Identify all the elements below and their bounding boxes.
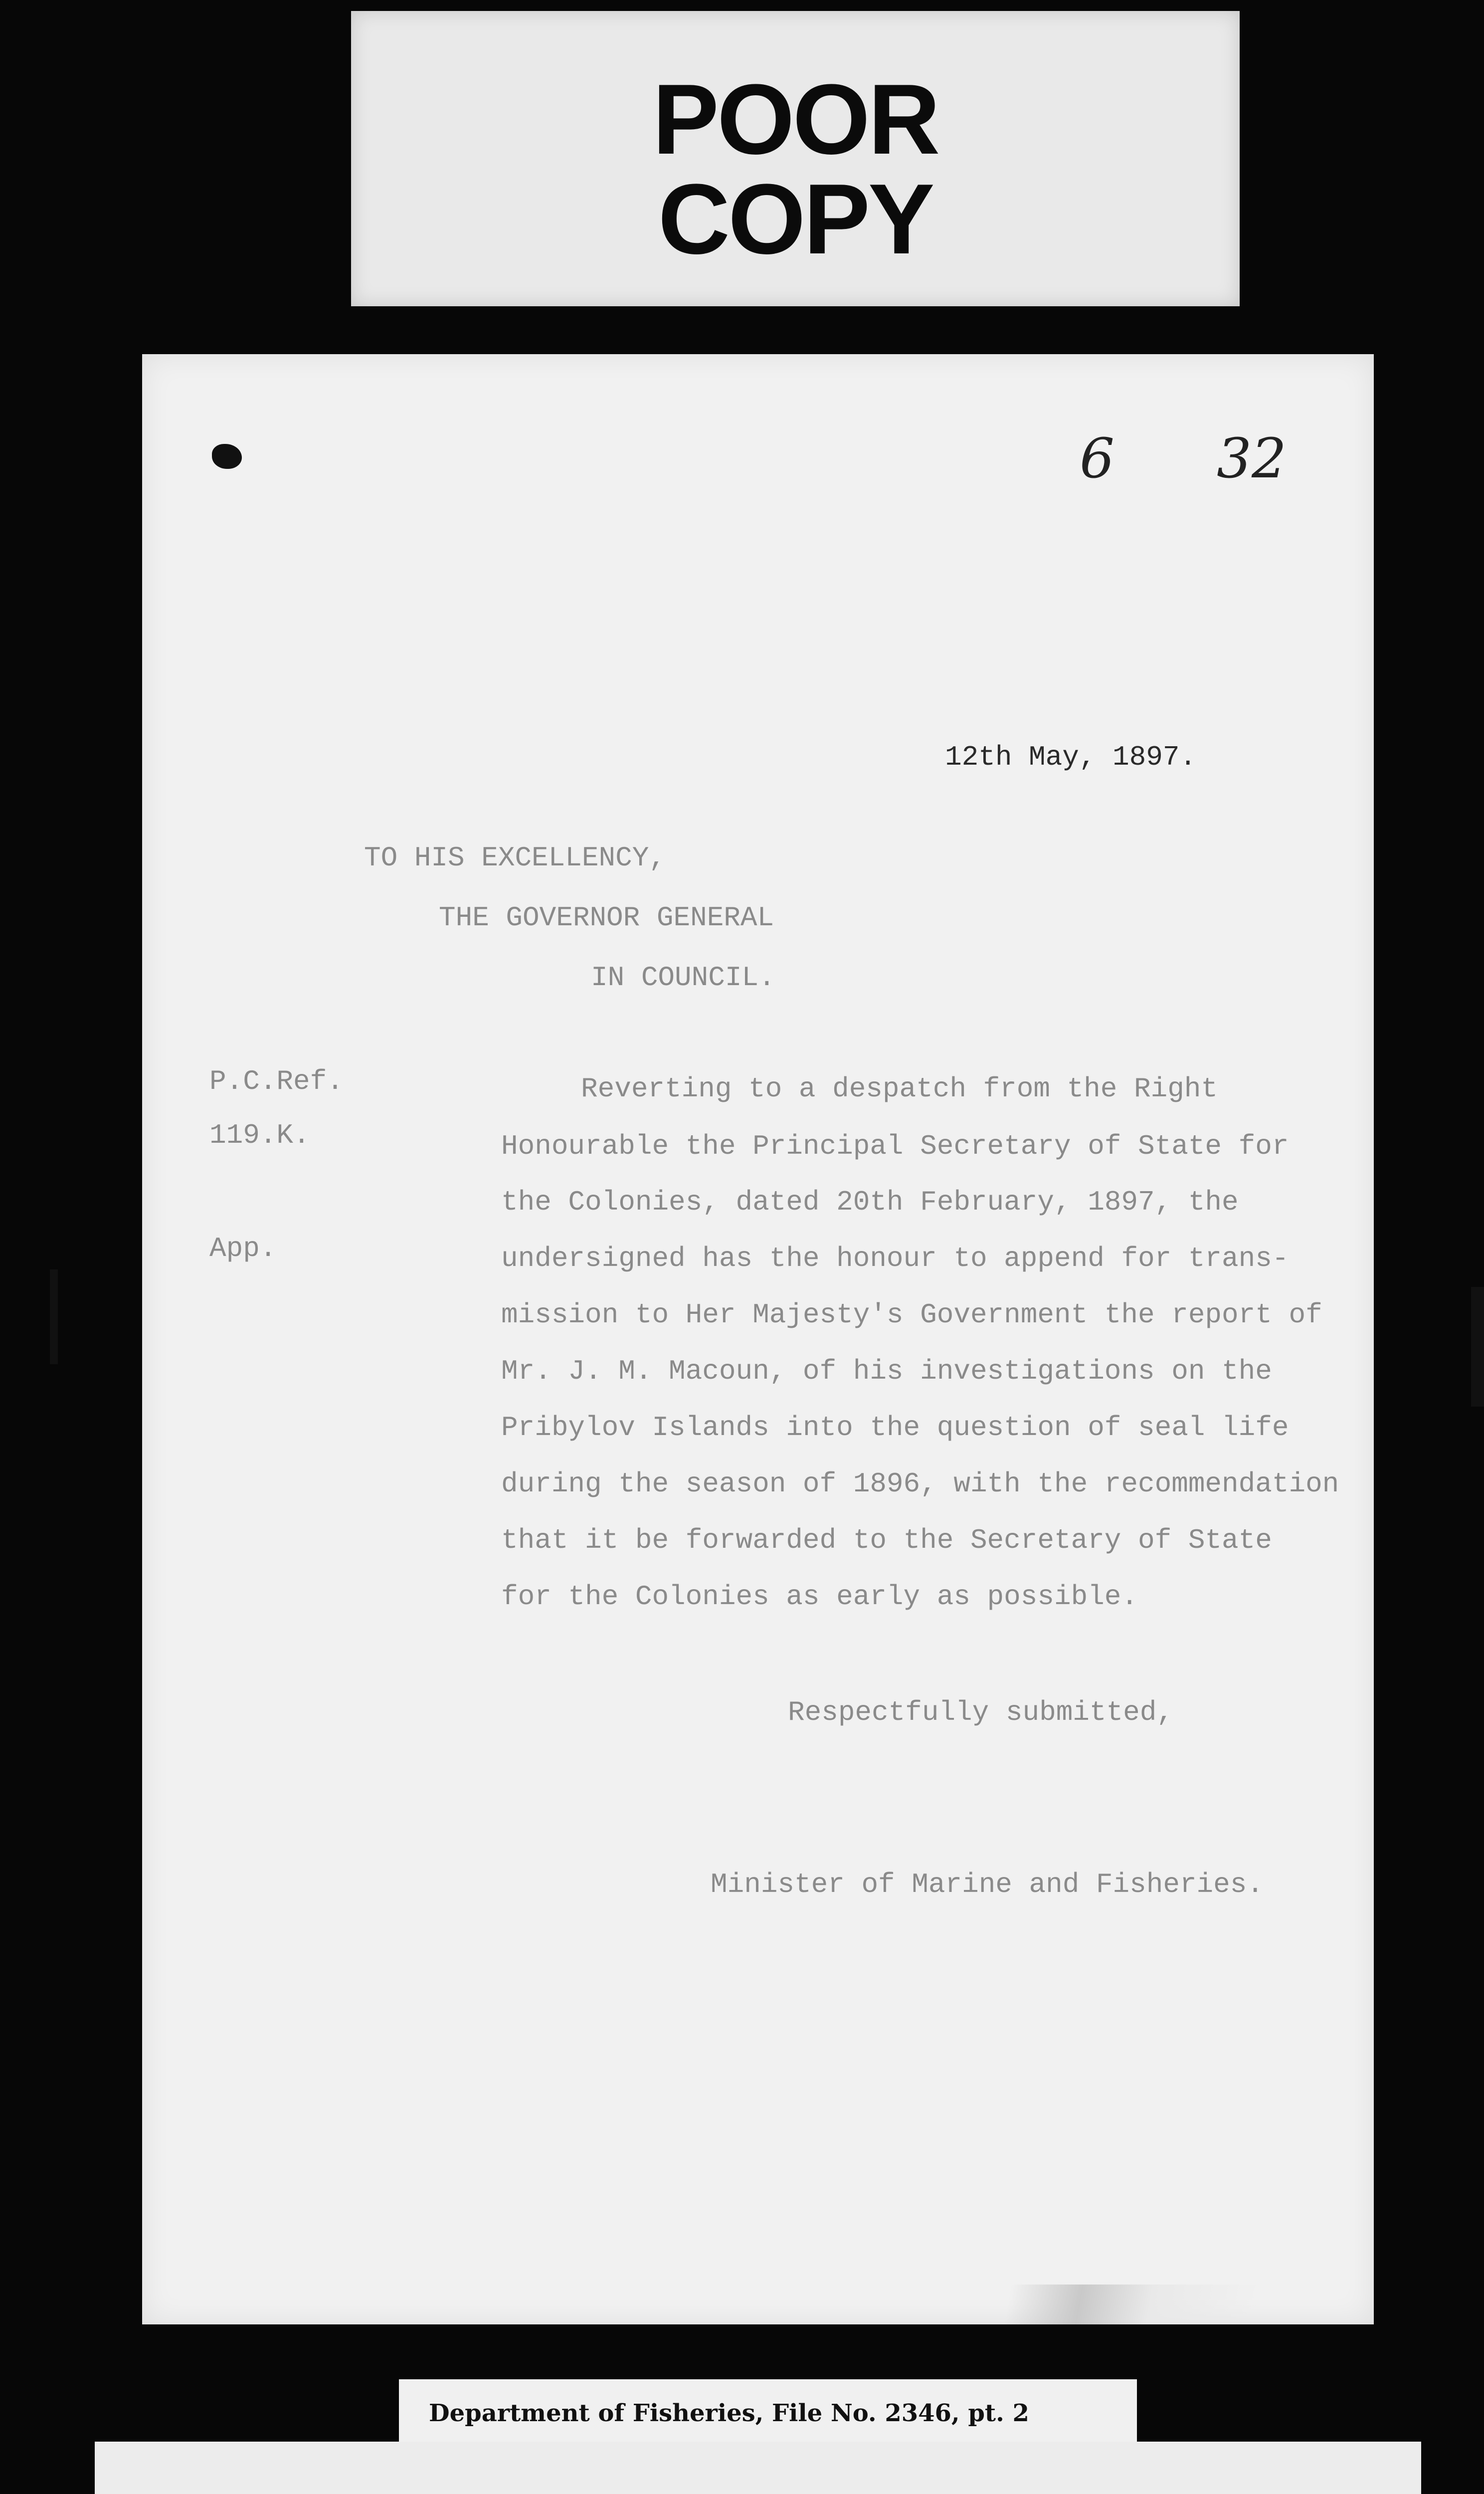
poor-copy-line-1: POOR — [652, 64, 938, 175]
folio-mark-2: 32 — [1217, 426, 1287, 490]
file-label-strip — [399, 2379, 1137, 2444]
body-line: during the season of 1896, with the recommendation — [501, 1468, 1339, 1500]
letter-date: 12th May, 1897. — [945, 741, 1197, 773]
closing-line: Respectfully submitted, — [788, 1696, 1173, 1728]
torn-edge — [940, 2285, 1289, 2324]
address-line-1: TO HIS EXCELLENCY, — [364, 842, 666, 874]
body-line: undersigned has the honour to append for trans- — [501, 1243, 1289, 1274]
body-line: that it be forwarded to the Secretary of State — [501, 1524, 1272, 1556]
poor-copy-line-2: COPY — [658, 164, 933, 275]
signer-line: Minister of Marine and Fisheries. — [711, 1869, 1264, 1900]
address-line-2: THE GOVERNOR GENERAL — [439, 902, 774, 934]
body-line: Mr. J. M. Macoun, of his investigations on the — [501, 1355, 1272, 1387]
body-line: for the Colonies as early as possible. — [501, 1581, 1138, 1613]
poor-copy-card — [351, 11, 1240, 306]
body-line: the Colonies, dated 20th February, 1897, the — [501, 1186, 1239, 1218]
body-line: mission to Her Majesty's Government the report of — [501, 1299, 1322, 1331]
body-line: Honourable the Principal Secretary of State for — [501, 1130, 1289, 1162]
body-line: Reverting to a despatch from the Right — [581, 1073, 1218, 1105]
margin-note-ref: P.C.Ref. — [209, 1065, 344, 1097]
public-archives-card — [95, 2442, 1421, 2494]
margin-note-app: App. — [209, 1233, 277, 1264]
film-edge-mark — [1471, 1287, 1484, 1407]
margin-note-number: 119.K. — [209, 1119, 310, 1151]
body-line: Pribylov Islands into the question of seal life — [501, 1412, 1289, 1444]
folio-mark-1: 6 — [1080, 426, 1114, 490]
ink-blot — [212, 444, 242, 469]
address-line-3: IN COUNCIL. — [591, 962, 775, 994]
film-margin-mark — [50, 1269, 58, 1364]
document-sheet — [142, 354, 1374, 2324]
file-label-text: Department of Fisheries, File No. 2346, pt. 2 — [429, 2399, 1029, 2427]
